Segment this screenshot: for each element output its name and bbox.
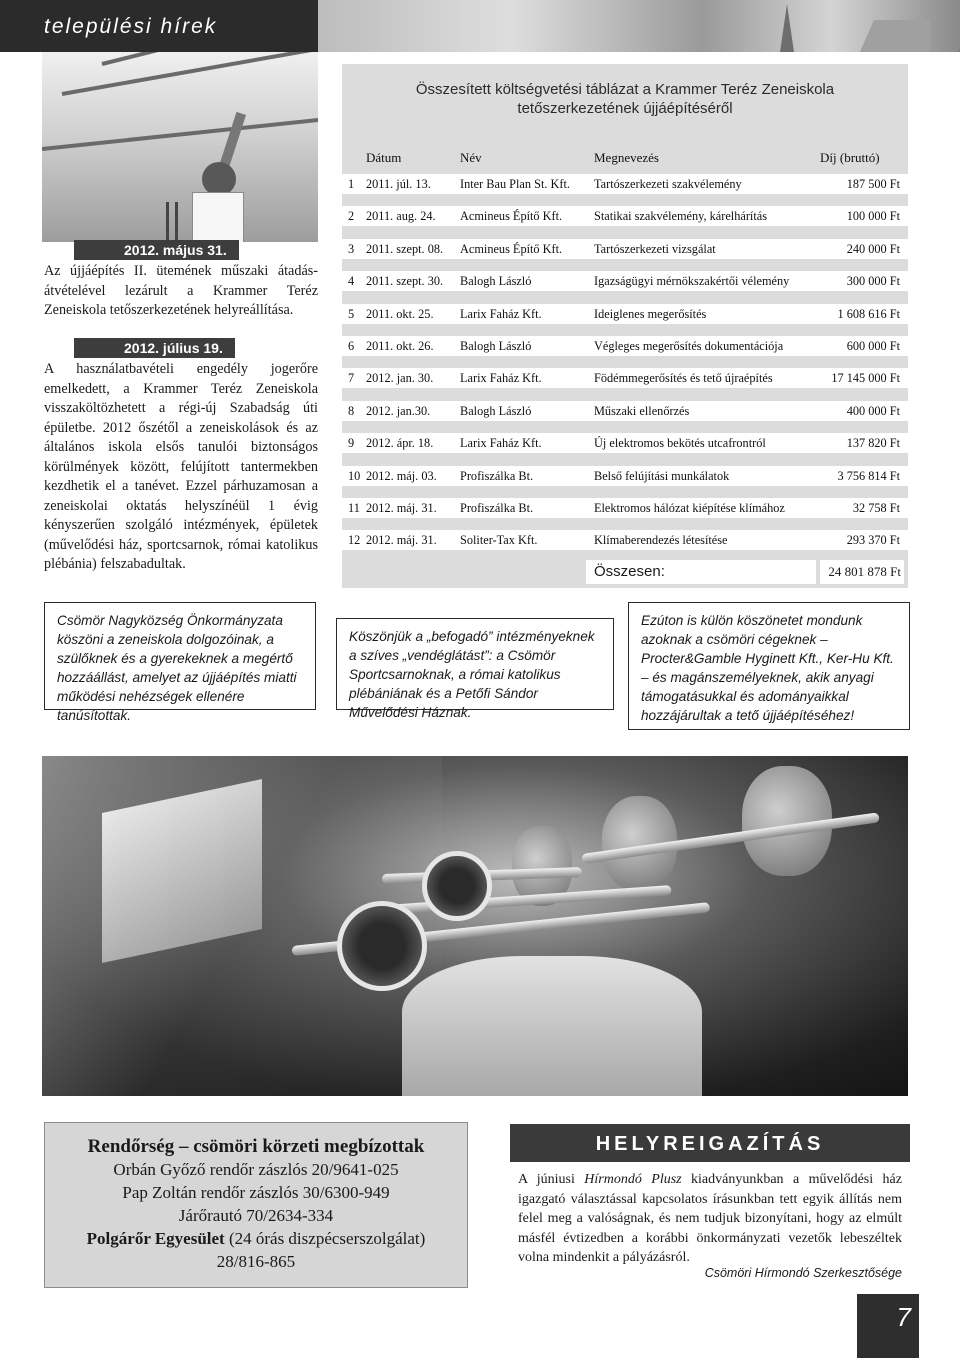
row-name: Inter Bau Plan St. Kft. (460, 177, 570, 191)
row-date: 2012. ápr. 18. (366, 436, 434, 451)
civil-guard-note: (24 órás diszpécserszolgálat) (224, 1229, 426, 1248)
row-fee: 3 756 814 Ft (837, 468, 900, 483)
photo-musician-shirt (402, 956, 702, 1096)
row-description: Új elektromos bekötés utcafrontról (594, 436, 766, 451)
photo-beam (42, 118, 318, 151)
page-number: 7 (896, 1302, 911, 1332)
row-fee: 600 000 Ft (846, 339, 900, 353)
correction-text (518, 1170, 902, 1268)
row-description: Elektromos hálózat kiépítése klímához (594, 501, 785, 515)
total-value: 24 801 878 Ft (820, 560, 904, 584)
row-date: 2012. máj. 31. (366, 533, 437, 548)
correction-text-rest: kiadványunkban a művelődési ház igazgató választással kapcsolatos írásunkban tett egyik állítás nem felel meg a valóságnak, és nem tudjuk bizonyítani, hogy az elmúlt másfél évtizedben a korábbi önkormányzati vezetők lebeszéltek volna mindenkit a pályázásról. (518, 1172, 902, 1265)
table-row (342, 304, 908, 324)
civil-guard-name: Polgárőr Egyesület (86, 1229, 225, 1248)
row-date: 2011. aug. 24. (366, 209, 436, 224)
police-contacts-box (44, 1122, 468, 1288)
row-description: Klímaberendezés létesítése (594, 533, 728, 548)
row-fee: 293 370 Ft (846, 533, 900, 548)
photo-worker-head (202, 162, 236, 196)
row-name: Larix Faház Kft. (460, 436, 542, 451)
column-header-desc: Megnevezés (594, 150, 659, 165)
row-name: Balogh László (460, 403, 532, 418)
row-description: Statikai szakvélemény, kárelhárítás (594, 209, 767, 224)
total-label: Összesen: (586, 560, 816, 584)
row-date: 2011. szept. 30. (366, 274, 444, 289)
row-name: Larix Faház Kft. (460, 306, 542, 321)
table-row (342, 206, 908, 226)
row-description: Tartószerkezeti szakvélemény (594, 177, 742, 191)
row-fee: 300 000 Ft (846, 274, 900, 289)
row-description: Végleges megerősítés dokumentációja (594, 339, 784, 353)
event-date: 2012. július 19. (74, 338, 235, 358)
row-fee: 240 000 Ft (846, 241, 900, 256)
row-name: Acmineus Építő Kft. (460, 241, 563, 256)
row-date: 2011. júl. 13. (366, 177, 431, 191)
table-row (342, 530, 908, 550)
table-row (342, 466, 908, 486)
table-row (342, 368, 908, 388)
table-row (342, 401, 908, 421)
row-description: Ideiglenes megerősítés (594, 306, 707, 321)
row-number: 7 (348, 371, 355, 386)
row-fee: 100 000 Ft (846, 209, 900, 224)
row-description: Belső felújítási munkálatok (594, 468, 730, 483)
table-row (342, 174, 908, 194)
police-officer-1: Orbán Győző rendőr zászlós 20/9641-025 (113, 1160, 399, 1179)
table-row (342, 498, 908, 518)
correction-signature: Csömöri Hírmondó Szerkesztősége (704, 1266, 902, 1280)
table-row (342, 271, 908, 291)
row-number: 11 (348, 501, 360, 515)
table-row (342, 336, 908, 356)
row-date: 2012. jan.30. (366, 403, 431, 418)
row-date: 2011. okt. 26. (366, 339, 434, 353)
row-description: Igazságügyi mérnökszakértői vélemény (594, 274, 790, 289)
row-fee: 400 000 Ft (846, 403, 900, 418)
brass-band-photo (42, 756, 908, 1096)
column-header-date: Dátum (366, 150, 402, 165)
row-number: 5 (348, 306, 355, 321)
row-name: Balogh László (460, 274, 532, 289)
civil-guard-line (45, 1227, 467, 1250)
row-name: Acmineus Építő Kft. (460, 209, 563, 224)
photo-worker-body (192, 192, 244, 242)
row-date: 2012. jan. 30. (366, 371, 434, 386)
event-text: A használatbavételi engedély jogerőre emelkedett, a Krammer Teréz Zeneiskola visszaköltözhetett a régi-új Szabadság úti épületbe. 2012 őszétől a zeneiskolások és az általános iskola elsős tanulói biztonságos körülmények között, felújított tantermekben kezdhetik el a tanévet. Ezzel párhuzamosan a zeneiskolai oktatás helyszínéül 1 évig kényszerűen szolgáló intézmények, épületek (művelődési ház, sportcsarnok, római katolikus plébánia) felszabadultak. (44, 361, 318, 572)
publication-name: Hírmondó Plusz (584, 1172, 682, 1187)
row-number: 9 (348, 436, 355, 451)
row-number: 2 (348, 209, 355, 224)
table-row (342, 433, 908, 453)
row-description: Födémmegerősítés és tető újraépítés (594, 371, 773, 386)
patrol-car-phone: Járőrautó 70/2634-334 (178, 1206, 334, 1225)
row-fee: 1 608 616 Ft (837, 306, 900, 321)
section-title: települési hírek (44, 15, 218, 38)
event-date: 2012. május 31. (74, 240, 239, 260)
police-officer-2: Pap Zoltán rendőr zászlós 30/6300-949 (122, 1183, 390, 1202)
police-title: Rendőrség – csömöri körzeti megbízottak (87, 1136, 425, 1157)
row-name: Balogh László (460, 339, 532, 353)
row-fee: 187 500 Ft (846, 177, 900, 191)
title-line: Összesített költségvetési táblázat a Krammer Teréz Zeneiskola (415, 81, 835, 98)
photo-trombone-bell (337, 901, 427, 991)
row-name: Soliter-Tax Kft. (460, 533, 538, 548)
roof-construction-photo (42, 52, 318, 242)
row-date: 2011. okt. 25. (366, 306, 434, 321)
row-number: 8 (348, 403, 355, 418)
row-number: 12 (348, 533, 361, 548)
event-text: Az újjáépítés II. ütemének műszaki átadás-átvételével lezárult a Krammer Teréz Zeneiskola tetőszerkezetének helyreállítása. (44, 263, 318, 318)
correction-heading: HELYREIGAZÍTÁS (510, 1124, 910, 1162)
row-description: Műszaki ellenőrzés (594, 403, 690, 418)
correction-text-start: A júniusi (518, 1172, 585, 1187)
row-description: Tartószerkezeti vizsgálat (594, 241, 716, 256)
row-date: 2012. máj. 31. (366, 501, 437, 515)
column-header-fee: Díj (bruttó) (820, 150, 880, 165)
row-number: 1 (348, 177, 355, 191)
civil-guard-phone: 28/816-865 (216, 1252, 296, 1271)
row-fee: 137 820 Ft (846, 436, 900, 451)
row-name: Larix Faház Kft. (460, 371, 542, 386)
budget-table-title (342, 80, 908, 118)
thanks-box-sponsors: Ezúton is külön köszönetet mondunk azoknak a csömöri cégeknek – Procter&Gamble Hyginett Kft., Ker-Hu Kft. – és magánszemélyeknek, akik anyagi támogatásukkal és adományaikkal hozzájárultak a tető újjáépítéséhez! (628, 602, 910, 730)
row-name: Profiszálka Bt. (460, 501, 534, 515)
row-date: 2011. szept. 08. (366, 241, 444, 256)
photo-beam (62, 52, 318, 96)
table-row (342, 239, 908, 259)
thanks-box-parents: Csömör Nagyközség Önkormányzata köszöni a zeneiskola dolgozóinak, a szülőknek és a gyerekeknek a megértő hozzáállást, amelyet az újjáépítés miatti működési nehézségek ellenére tanúsítottak. (44, 602, 316, 710)
row-number: 10 (348, 468, 361, 483)
title-line: tetőszerkezetének újjáépítéséről (517, 100, 733, 117)
row-name: Profiszálka Bt. (460, 468, 534, 483)
row-fee: 32 758 Ft (852, 501, 900, 515)
row-fee: 17 145 000 Ft (831, 371, 900, 386)
row-number: 6 (348, 339, 355, 353)
row-date: 2012. máj. 03. (366, 468, 437, 483)
photo-ladder (166, 202, 178, 242)
photo-trombone-bell (422, 851, 492, 921)
thanks-box-hosts: Köszönjük a „befogadó” intézményeknek a szíves „vendéglátást”: a Csömör Sportcsarnoknak, a római katolikus plébániának és a Petőfi Sándor Művelődési Háznak. (336, 618, 614, 710)
column-header-name: Név (460, 150, 482, 165)
row-number: 3 (348, 241, 355, 256)
row-number: 4 (348, 274, 355, 289)
